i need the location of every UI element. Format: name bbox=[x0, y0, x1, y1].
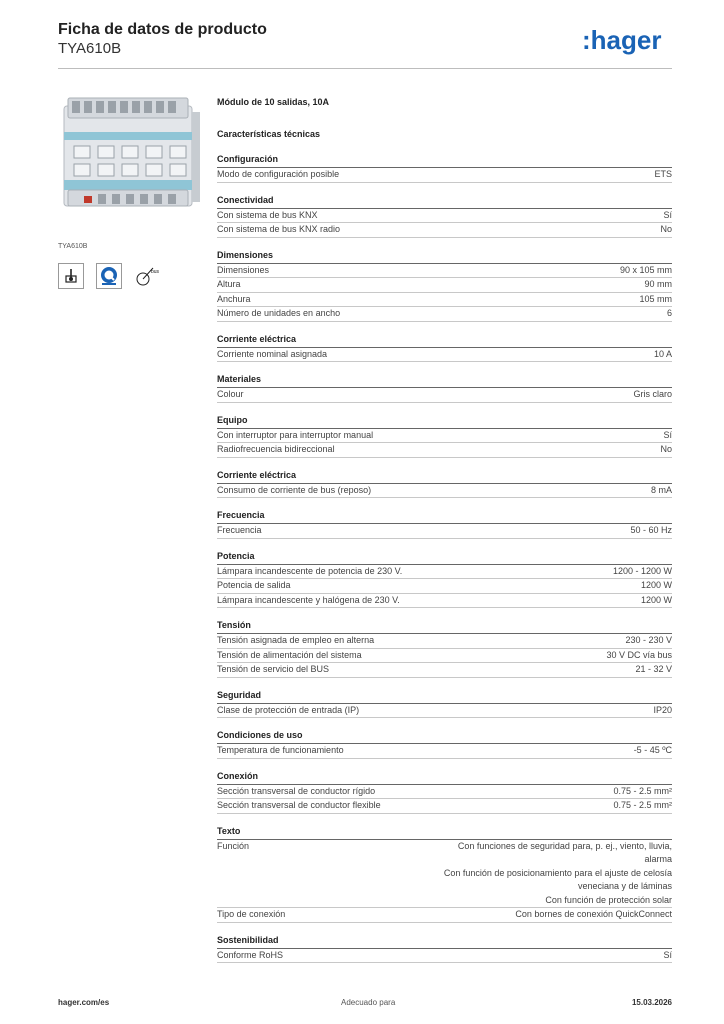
spec-value-line: 90 x 105 mm bbox=[619, 264, 672, 275]
product-subtitle: Módulo de 10 salidas, 10A bbox=[217, 97, 330, 107]
spec-value-line: 30 V DC vía bus bbox=[606, 649, 672, 660]
hager-logo bbox=[582, 26, 672, 56]
spec-value-line: 230 - 230 V bbox=[625, 635, 672, 645]
spec-value-line: 6 bbox=[666, 308, 672, 318]
spec-label: Potencia de salida bbox=[217, 580, 291, 590]
section-title: Condiciones de uso bbox=[217, 729, 672, 744]
spec-value-line: veneciana y de láminas bbox=[577, 881, 672, 891]
spec-label: Frecuencia bbox=[217, 525, 262, 535]
spec-row bbox=[217, 209, 672, 224]
spec-value bbox=[606, 649, 672, 663]
spec-value-line: 21 - 32 V bbox=[635, 664, 672, 674]
section-title: Tensión bbox=[217, 619, 672, 634]
footer-website: hager.com/es bbox=[58, 998, 110, 1007]
spec-label: Tipo de conexión bbox=[217, 909, 286, 919]
spec-value-line: 105 mm bbox=[639, 293, 672, 304]
product-image-caption: TYA610B bbox=[58, 243, 88, 250]
section-title: Texto bbox=[217, 825, 672, 840]
spec-value bbox=[634, 744, 672, 758]
svg-text::hager: :hager bbox=[582, 26, 662, 55]
spec-section bbox=[217, 825, 672, 923]
spec-row bbox=[217, 840, 672, 909]
spec-value-line: 50 - 60 Hz bbox=[630, 525, 672, 535]
spec-value bbox=[641, 579, 672, 593]
spec-label: Sección transversal de conductor rígido bbox=[217, 785, 376, 796]
spec-value-line: Con función de posicionamiento para el ajuste de celosía bbox=[443, 867, 672, 878]
spec-value bbox=[633, 388, 672, 402]
spec-row bbox=[217, 663, 672, 678]
spec-row bbox=[217, 565, 672, 580]
spec-label: Tensión asignada de empleo en alterna bbox=[217, 635, 375, 645]
spec-label: Clase de protección de entrada (IP) bbox=[217, 704, 360, 715]
spec-sections bbox=[217, 153, 672, 963]
spec-section bbox=[217, 550, 672, 609]
spec-label: Con sistema de bus KNX radio bbox=[217, 224, 341, 234]
spec-value-line: Con funciones de seguridad para, p. ej., viento, lluvia, bbox=[457, 840, 672, 851]
section-title: Conectividad bbox=[217, 194, 672, 209]
section-title: Frecuencia bbox=[217, 509, 672, 524]
spec-value bbox=[660, 443, 672, 457]
spec-row bbox=[217, 264, 672, 279]
svg-text:bus: bus bbox=[151, 269, 160, 275]
spec-value-line: 0.75 - 2.5 mm² bbox=[613, 785, 672, 796]
feature-icons bbox=[58, 263, 160, 289]
section-title: Equipo bbox=[217, 414, 672, 429]
spec-value bbox=[654, 168, 672, 182]
footer-date: 15.03.2026 bbox=[631, 998, 672, 1007]
spec-value bbox=[654, 348, 672, 362]
spec-row bbox=[217, 388, 672, 403]
section-title: Corriente eléctrica bbox=[217, 333, 672, 348]
spec-label: Tensión de alimentación del sistema bbox=[217, 649, 362, 660]
spec-value bbox=[663, 429, 672, 443]
spec-label: Dimensiones bbox=[217, 264, 270, 275]
product-image bbox=[58, 92, 206, 216]
spec-value-line: Sí bbox=[663, 209, 672, 220]
spec-section bbox=[217, 689, 672, 719]
product-reference: TYA610B bbox=[58, 40, 122, 57]
section-title: Seguridad bbox=[217, 689, 672, 704]
spec-label: Colour bbox=[217, 389, 244, 399]
document-title: Ficha de datos de producto bbox=[58, 21, 267, 38]
spec-label: Función bbox=[217, 840, 250, 851]
spec-value-line: Gris claro bbox=[633, 389, 672, 399]
spec-section bbox=[217, 469, 672, 499]
spec-value-line: -5 - 45 ºC bbox=[633, 745, 672, 755]
spec-value-line: ETS bbox=[654, 169, 672, 179]
spec-label: Temperatura de funcionamiento bbox=[217, 745, 344, 755]
spec-value bbox=[660, 223, 672, 237]
page-header bbox=[58, 20, 672, 68]
spec-row bbox=[217, 293, 672, 308]
spec-row bbox=[217, 634, 672, 649]
spec-value bbox=[613, 799, 672, 813]
spec-value-line: alarma bbox=[644, 854, 672, 864]
spec-row bbox=[217, 744, 672, 759]
spec-section bbox=[217, 770, 672, 814]
spec-row bbox=[217, 908, 672, 923]
spec-label: Radiofrecuencia bidireccional bbox=[217, 444, 335, 454]
spec-value bbox=[625, 634, 672, 648]
manual-switch-icon bbox=[58, 263, 84, 289]
spec-label: Con sistema de bus KNX bbox=[217, 209, 318, 220]
spec-row bbox=[217, 484, 672, 499]
section-title: Corriente eléctrica bbox=[217, 469, 672, 484]
spec-section bbox=[217, 373, 672, 403]
spec-section bbox=[217, 729, 672, 759]
spec-value-line: 10 A bbox=[653, 348, 672, 359]
spec-value bbox=[641, 594, 672, 608]
spec-label: Altura bbox=[217, 279, 241, 289]
spec-section bbox=[217, 333, 672, 363]
spec-value-line: Con bornes de conexión QuickConnect bbox=[515, 909, 672, 919]
spec-label: Conforme RoHS bbox=[217, 949, 284, 960]
spec-value-line: 8 mA bbox=[650, 484, 672, 495]
spec-row bbox=[217, 223, 672, 238]
spec-row bbox=[217, 168, 672, 183]
spec-row bbox=[217, 785, 672, 800]
spec-value bbox=[644, 278, 672, 292]
spec-value bbox=[515, 908, 672, 922]
section-title: Dimensiones bbox=[217, 249, 672, 264]
spec-value bbox=[620, 264, 672, 278]
footer-suitable-for: Adecuado para bbox=[341, 998, 396, 1007]
section-title: Potencia bbox=[217, 550, 672, 565]
spec-section bbox=[217, 194, 672, 238]
quicklink-icon bbox=[96, 263, 122, 289]
spec-row bbox=[217, 649, 672, 664]
spec-row bbox=[217, 443, 672, 458]
spec-section bbox=[217, 249, 672, 322]
spec-value bbox=[663, 949, 672, 963]
spec-row bbox=[217, 799, 672, 814]
spec-row bbox=[217, 278, 672, 293]
spec-value-line: No bbox=[660, 444, 672, 454]
spec-value-line: 0.75 - 2.5 mm² bbox=[613, 800, 672, 810]
spec-row bbox=[217, 594, 672, 609]
spec-value-line: Con función de protección solar bbox=[545, 894, 672, 905]
spec-value-line: 1200 W bbox=[640, 580, 672, 590]
tech-heading: Características técnicas bbox=[217, 129, 321, 139]
header-divider bbox=[58, 68, 672, 69]
spec-value bbox=[444, 840, 672, 908]
spec-value bbox=[663, 209, 672, 223]
spec-row bbox=[217, 524, 672, 539]
technical-content bbox=[217, 96, 672, 963]
spec-value-line: IP20 bbox=[653, 704, 672, 715]
spec-row bbox=[217, 579, 672, 594]
spec-row bbox=[217, 348, 672, 363]
spec-value-line: 1200 W bbox=[640, 594, 672, 605]
bus-icon bbox=[134, 263, 160, 289]
spec-value-line: 90 mm bbox=[644, 279, 672, 289]
spec-label: Número de unidades en ancho bbox=[217, 308, 341, 318]
spec-value bbox=[651, 484, 672, 498]
spec-section bbox=[217, 414, 672, 458]
section-title: Materiales bbox=[217, 373, 672, 388]
spec-label: Consumo de corriente de bus (reposo) bbox=[217, 484, 372, 495]
spec-value-line: Sí bbox=[663, 949, 672, 960]
spec-value bbox=[653, 704, 672, 718]
spec-row bbox=[217, 429, 672, 444]
spec-value-line: 1200 - 1200 W bbox=[612, 565, 672, 576]
spec-section bbox=[217, 619, 672, 678]
spec-label: Corriente nominal asignada bbox=[217, 348, 328, 359]
spec-label: Modo de configuración posible bbox=[217, 169, 340, 179]
spec-value bbox=[635, 663, 672, 677]
spec-value bbox=[630, 524, 672, 538]
spec-value bbox=[613, 565, 672, 579]
spec-value-line: Sí bbox=[663, 429, 672, 440]
spec-section bbox=[217, 153, 672, 183]
spec-label: Sección transversal de conductor flexible bbox=[217, 800, 381, 810]
section-title: Sostenibilidad bbox=[217, 934, 672, 949]
spec-row bbox=[217, 949, 672, 964]
spec-value bbox=[667, 307, 672, 321]
spec-label: Lámpara incandescente y halógena de 230 V. bbox=[217, 594, 400, 605]
spec-value bbox=[639, 293, 672, 307]
spec-label: Anchura bbox=[217, 293, 251, 304]
spec-row bbox=[217, 307, 672, 322]
spec-value-line: No bbox=[660, 224, 672, 234]
spec-value bbox=[613, 785, 672, 799]
spec-section bbox=[217, 509, 672, 539]
spec-section bbox=[217, 934, 672, 964]
spec-label: Con interruptor para interruptor manual bbox=[217, 429, 374, 440]
spec-label: Tensión de servicio del BUS bbox=[217, 664, 330, 674]
spec-label: Lámpara incandescente de potencia de 230 V. bbox=[217, 565, 403, 576]
spec-row bbox=[217, 704, 672, 719]
section-title: Conexión bbox=[217, 770, 672, 785]
section-title: Configuración bbox=[217, 153, 672, 168]
